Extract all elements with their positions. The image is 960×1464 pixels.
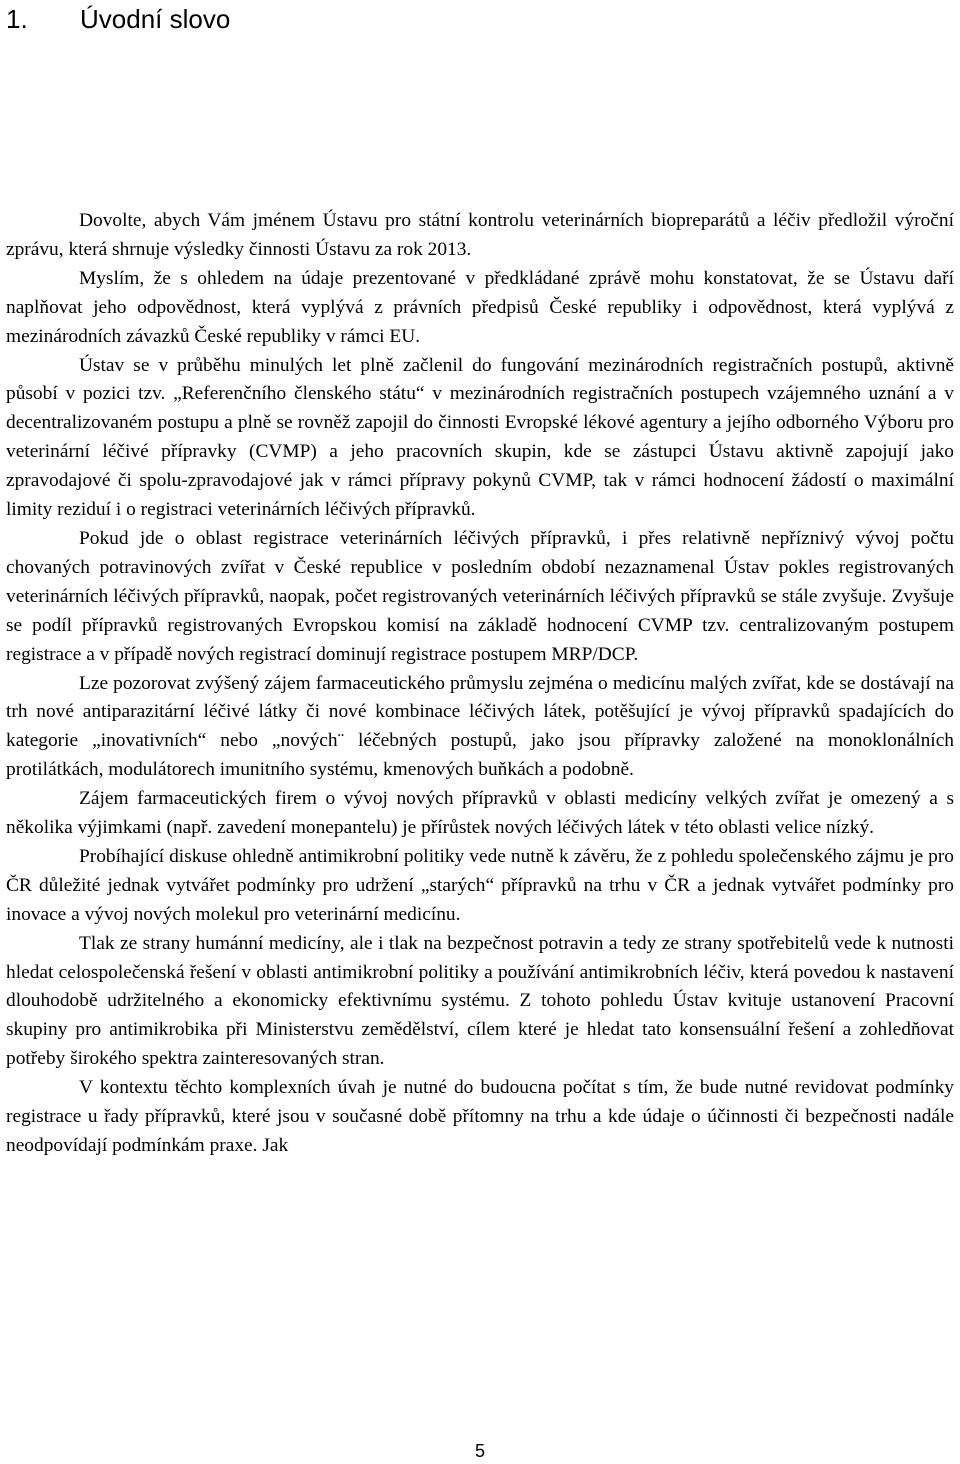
body-text [6,207,954,1161]
paragraph-antimicrobial-policy: Probíhající diskuse ohledně antimikrobní politiky vede nutně k závěru, že z pohledu společenského zájmu je pro ČR důležité jednak vytvářet podmínky pro udržení „starých“ přípravků na trhu v ČR a jednak vytvářet podmínky pro inovace a vývoj nových molekul pro veterinární medicínu. [6,845,954,925]
paragraph-international-procedures: Ústav se v průběhu minulých let plně začlenil do fungování mezinárodních registračních postupů, aktivně působí v pozici tzv. „Referenčního členského státu“ v mezinárodních registračních postupech vzájemného uznání a v decentralizovaném postupu a plně se rovněž zapojil do činnosti Evropské lékové agentury a jejího odborného Výboru pro veterinární léčivé přípravky (CVMP) a jeho pracovních skupin, kde se zástupci Ústavu aktivně zapojují jako zpravodajové či spolu-zpravodajové jak v rámci přípravy pokynů CVMP, tak v rámci hodnocení žádostí o maximální limity reziduí i o registraci veterinárních léčivých přípravků. [6,354,954,521]
section-heading [6,2,230,36]
paragraph-future-revision: V kontextu těchto komplexních úvah je nutné do budoucna počítat s tím, že bude nutné revidovat podmínky registrace u řady přípravků, které jsou v současné době přítomny na trhu a kde údaje o účinnosti či bezpečnosti nadále neodpovídají podmínkám praxe. Jak [6,1077,954,1156]
paragraph-small-animals: Lze pozorovat zvýšený zájem farmaceutického průmyslu zejména o medicínu malých zvířat, kde se dostávají na trh nové antiparazitární léčivé látky či nové kombinace léčivých látek, potěšující je vývoj přípravků spadajících do kategorie „inovativních“ nebo „nových¨ léčebných postupů, jako jsou přípravky založené na monoklonálních protilátkách, modulátorech imunitního systému, kmenových buňkách a podobně. [6,672,954,781]
section-title: Úvodní slovo [80,4,231,34]
paragraph-intro: Dovolte, abych Vám jménem Ústavu pro státní kontrolu veterinárních biopreparátů a léčiv předložil výroční zprávu, která shrnuje výsledky činnosti Ústavu za rok 2013. [6,210,954,260]
paragraph-large-animals: Zájem farmaceutických firem o vývoj nových přípravků v oblasti medicíny velkých zvířat je omezený a s několika výjimkami (např. zavedení monepantelu) je přírůstek nových léčivých látek v této oblasti velice nízký. [6,788,954,839]
paragraph-responsibility: Myslím, že s ohledem na údaje prezentované v předkládané zprávě mohu konstatovat, že se Ústavu daří naplňovat jeho odpovědnost, která vyplývá z právních předpisů České republiky i odpovědnost, která vyplývá z mezinárodních závazků České republiky v rámci EU. [6,267,954,347]
paragraph-registration: Pokud jde o oblast registrace veterinárních léčivých přípravků, i přes relativně nepříznivý vývoj počtu chovaných potravinových zvířat v České republice v posledním období nezaznamenal Ústav pokles registrovaných veterinárních léčivých přípravků, naopak, počet registrovaných veterinárních léčivých přípravků se stále zvyšuje. Zvyšuje se podíl přípravků registrovaných Evropskou komisí na základě hodnocení CVMP tzv. centralizovaným postupem registrace a v případě nových registrací dominují registrace postupem MRP/DCP. [6,527,954,665]
section-number: 1. [6,4,28,34]
paragraph-human-medicine-pressure: Tlak ze strany humánní medicíny, ale i tlak na bezpečnost potravin a tedy ze strany spotřebitelů vede k nutnosti hledat celospolečenská řešení v oblasti antimikrobní politiky a používání antimikrobních léčiv, která povedou k nastavení dlouhodobě udržitelného a ekonomicky efektivnímu systému. Z tohoto pohledu Ústav kvituje ustanovení Pracovní skupiny pro antimikrobika při Ministerstvu zemědělství, cílem které je hledat tato konsensuální řešení a zohledňovat potřeby širokého spektra zainteresovaných stran. [6,932,954,1070]
page-number: 5 [474,1441,485,1461]
